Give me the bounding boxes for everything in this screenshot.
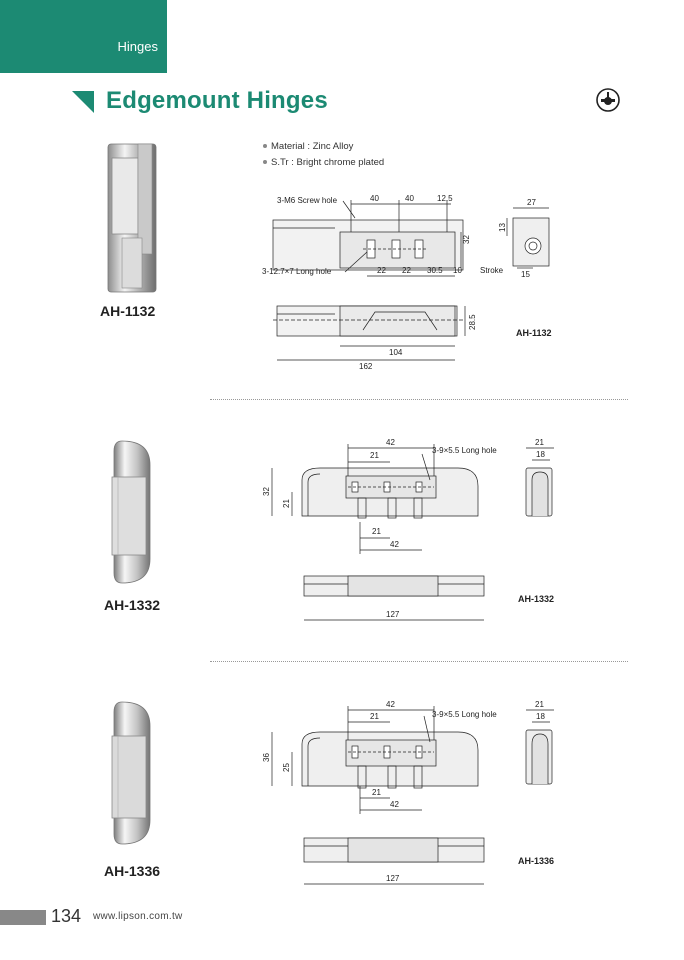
spec-material: Material : Zinc Alloy — [263, 141, 353, 152]
section-divider-2 — [210, 661, 628, 662]
section-tab — [0, 0, 167, 73]
drawing-ah1336 — [262, 698, 562, 888]
dim-len-127: 127 — [386, 874, 400, 883]
dim-40a: 40 — [370, 194, 379, 203]
dim-top-21: 21 — [370, 451, 379, 460]
drawing-label-ah1332: AH-1332 — [518, 594, 555, 604]
dim-10: 10 — [453, 266, 462, 275]
page-number: 134 — [51, 906, 82, 926]
callout-long-hole-1332: 3-9×5.5 Long hole — [432, 446, 497, 455]
callout-long-hole-1336: 3-9×5.5 Long hole — [432, 710, 497, 719]
dim-side-18: 18 — [536, 450, 545, 459]
dim-bot-42: 42 — [390, 800, 399, 809]
dim-32: 32 — [462, 235, 471, 244]
callout-long-hole: 3-12.7×7 Long hole — [262, 267, 332, 276]
dim-162: 162 — [359, 362, 373, 371]
dim-40b: 40 — [405, 194, 414, 203]
dim-side-21: 21 — [535, 700, 544, 709]
dim-27: 27 — [527, 198, 536, 207]
dim-13: 13 — [498, 223, 507, 232]
dim-top-21: 21 — [370, 712, 379, 721]
dim-15: 15 — [521, 270, 530, 279]
page-title: Edgemount Hinges — [106, 87, 328, 114]
model-label-ah1332: AH-1332 — [104, 597, 161, 613]
dim-12-5: 12.5 — [437, 194, 453, 203]
dim-h32: 32 — [262, 487, 271, 496]
dim-30-5: 30.5 — [427, 266, 443, 275]
dim-bot-42: 42 — [390, 540, 399, 549]
drawing-ah1332 — [262, 434, 562, 624]
dim-side-21: 21 — [535, 438, 544, 447]
footer-url[interactable]: www.lipson.com.tw — [93, 911, 183, 922]
dim-h36: 36 — [262, 753, 271, 762]
dim-22b: 22 — [402, 266, 411, 275]
dim-side-18: 18 — [536, 712, 545, 721]
dim-bot-21: 21 — [372, 527, 381, 536]
dim-h21: 21 — [282, 499, 291, 508]
drawing-label-ah1336: AH-1336 — [518, 856, 555, 866]
model-label-ah1132: AH-1132 — [100, 303, 156, 319]
section-tab-label: Hinges — [117, 39, 158, 54]
drawing-ah1132 — [255, 188, 575, 373]
dim-28-5: 28.5 — [468, 314, 477, 330]
callout-stroke: Stroke — [480, 266, 504, 275]
model-label-ah1336: AH-1336 — [104, 863, 161, 879]
dim-top-42: 42 — [386, 700, 395, 709]
section-divider-1 — [210, 399, 628, 400]
callout-screw-hole: 3-M6 Screw hole — [277, 196, 338, 205]
hinge-photo-ah1332 — [104, 437, 160, 587]
wheel-icon — [596, 88, 620, 112]
hinge-photo-ah1132 — [100, 138, 164, 298]
drawing-label-ah1132: AH-1132 — [516, 328, 552, 338]
dim-bot-21: 21 — [372, 788, 381, 797]
title-marker — [72, 91, 94, 113]
hinge-photo-ah1336 — [104, 698, 160, 848]
dim-104: 104 — [389, 348, 403, 357]
footer-bar — [0, 910, 46, 925]
dim-len-127: 127 — [386, 610, 400, 619]
dim-22a: 22 — [377, 266, 386, 275]
spec-finish: S.Tr : Bright chrome plated — [263, 157, 384, 168]
dim-top-42: 42 — [386, 438, 395, 447]
dim-h25: 25 — [282, 763, 291, 772]
